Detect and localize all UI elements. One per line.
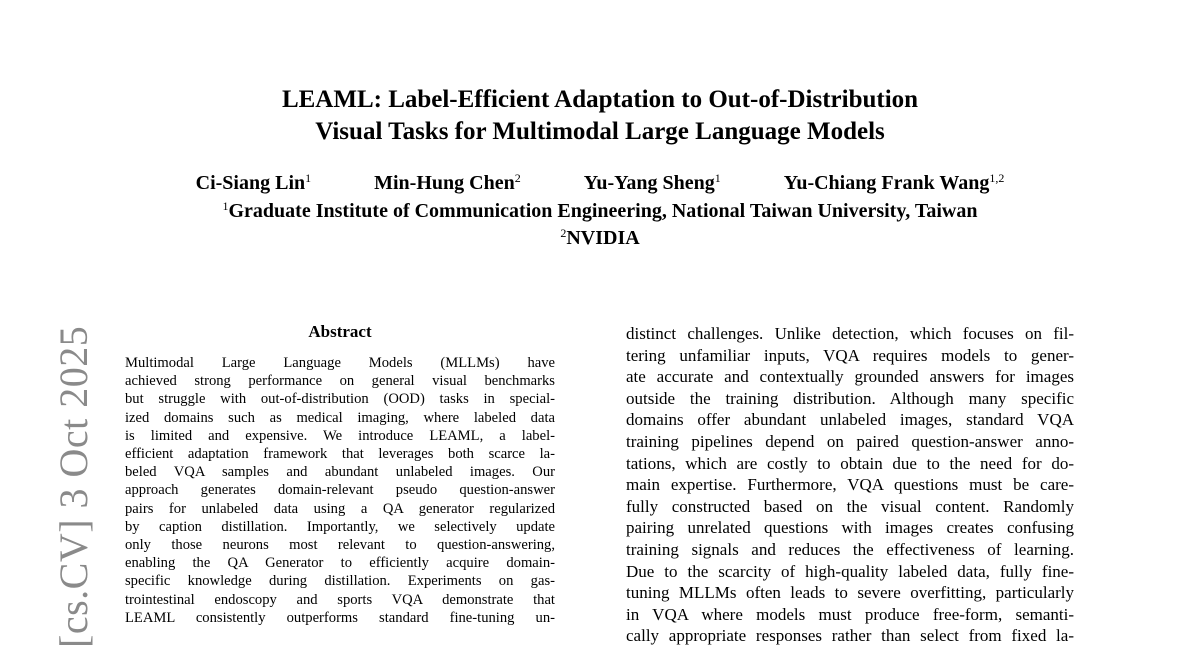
body-text-line: main expertise. Furthermore, VQA questions must be care-: [626, 475, 1074, 495]
body-text-line: cally appropriate responses rather than select from fixed la-: [626, 626, 1074, 646]
abstract-line: enabling the QA Generator to efficiently acquire domain-: [125, 555, 555, 572]
author: [784, 170, 1005, 197]
intro-body: [626, 323, 1074, 647]
body-text-line: Due to the scarcity of high-quality labeled data, fully fine-: [626, 561, 1074, 581]
abstract-line: is limited and expensive. We introduce LEAML, a label-: [125, 427, 555, 444]
affiliation: [100, 198, 1100, 225]
author: [374, 170, 521, 197]
abstract-line: trointestinal endoscopy and sports VQA demonstrate that: [125, 591, 555, 608]
abstract-heading: Abstract: [308, 322, 372, 341]
affiliation-text: NVIDIA: [566, 227, 640, 249]
abstract-line: specific knowledge during distillation. Experiments on gas-: [125, 573, 555, 590]
author-name: Yu-Yang Sheng: [583, 172, 715, 194]
author-affil-mark: 1: [714, 171, 721, 185]
affiliation-mark: 2: [560, 226, 567, 240]
body-text-line: domains offer abundant unlabeled images, standard VQA: [626, 410, 1074, 430]
affiliation: [100, 225, 1100, 252]
body-text-line: tering unfamiliar inputs, VQA requires models to gener-: [626, 345, 1074, 365]
abstract-line: only those neurons most relevant to question-answering,: [125, 537, 555, 554]
author-list: [100, 170, 1100, 197]
abstract-line: Multimodal Large Language Models (MLLMs) have: [125, 355, 555, 371]
affiliation-text: Graduate Institute of Communication Engineering, National Taiwan University, Taiwan: [228, 200, 978, 222]
author-name: Ci-Siang Lin: [195, 172, 306, 194]
abstract-body: [125, 354, 555, 627]
abstract-line: LEAML consistently outperforms standard fine-tuning un-: [125, 609, 555, 626]
abstract-line: ized domains such as medical imaging, where labeled data: [125, 409, 555, 426]
author-affil-mark: 2: [514, 171, 521, 185]
author-name: Yu-Chiang Frank Wang: [783, 172, 990, 194]
abstract-line: by caption distillation. Importantly, we selectively update: [125, 518, 555, 535]
abstract-line: beled VQA samples and abundant unlabeled images. Our: [125, 464, 555, 481]
paper-title: [150, 84, 1050, 148]
body-text-line: tuning MLLMs often leads to severe overfitting, particularly: [626, 583, 1074, 603]
title-line-1: LEAML: Label-Efficient Adaptation to Out-of-Distribution: [281, 86, 919, 113]
abstract-line: approach generates domain-relevant pseudo question-answer: [125, 482, 555, 499]
author: [196, 170, 311, 197]
abstract-line: efficient adaptation framework that leverages both scarce la-: [125, 446, 555, 463]
body-text-line: ate accurate and contextually grounded answers for images: [626, 367, 1074, 387]
body-text-line: outside the training distribution. Although many specific: [626, 388, 1074, 408]
author: [584, 170, 721, 197]
body-text-line: training pipelines depend on paired question-answer anno-: [626, 431, 1074, 451]
title-line-2: Visual Tasks for Multimodal Large Language Models: [315, 118, 885, 145]
body-text-line: pairing unrelated questions with images creates confusing: [626, 518, 1074, 538]
body-text-line: fully constructed based on the visual content. Randomly: [626, 496, 1074, 516]
arxiv-stamp: [cs.CV] 3 Oct 2025: [51, 325, 96, 648]
abstract-line: achieved strong performance on general visual benchmarks: [125, 373, 555, 390]
body-text-line: tations, which are costly to obtain due to the need for do-: [626, 453, 1074, 473]
author-name: Min-Hung Chen: [374, 172, 515, 194]
affiliation-mark: 1: [222, 199, 229, 213]
body-text-line: in VQA where models must produce free-form, semanti-: [626, 604, 1074, 624]
body-text-line: training signals and reduces the effectiveness of learning.: [626, 539, 1074, 559]
body-text-line: distinct challenges. Unlike detection, which focuses on fil-: [626, 324, 1074, 343]
author-affil-mark: 1,2: [989, 171, 1005, 185]
abstract-line: pairs for unlabeled data using a QA generator regularized: [125, 500, 555, 517]
abstract-line: but struggle with out-of-distribution (OOD) tasks in special-: [125, 391, 555, 408]
author-affil-mark: 1: [305, 171, 312, 185]
